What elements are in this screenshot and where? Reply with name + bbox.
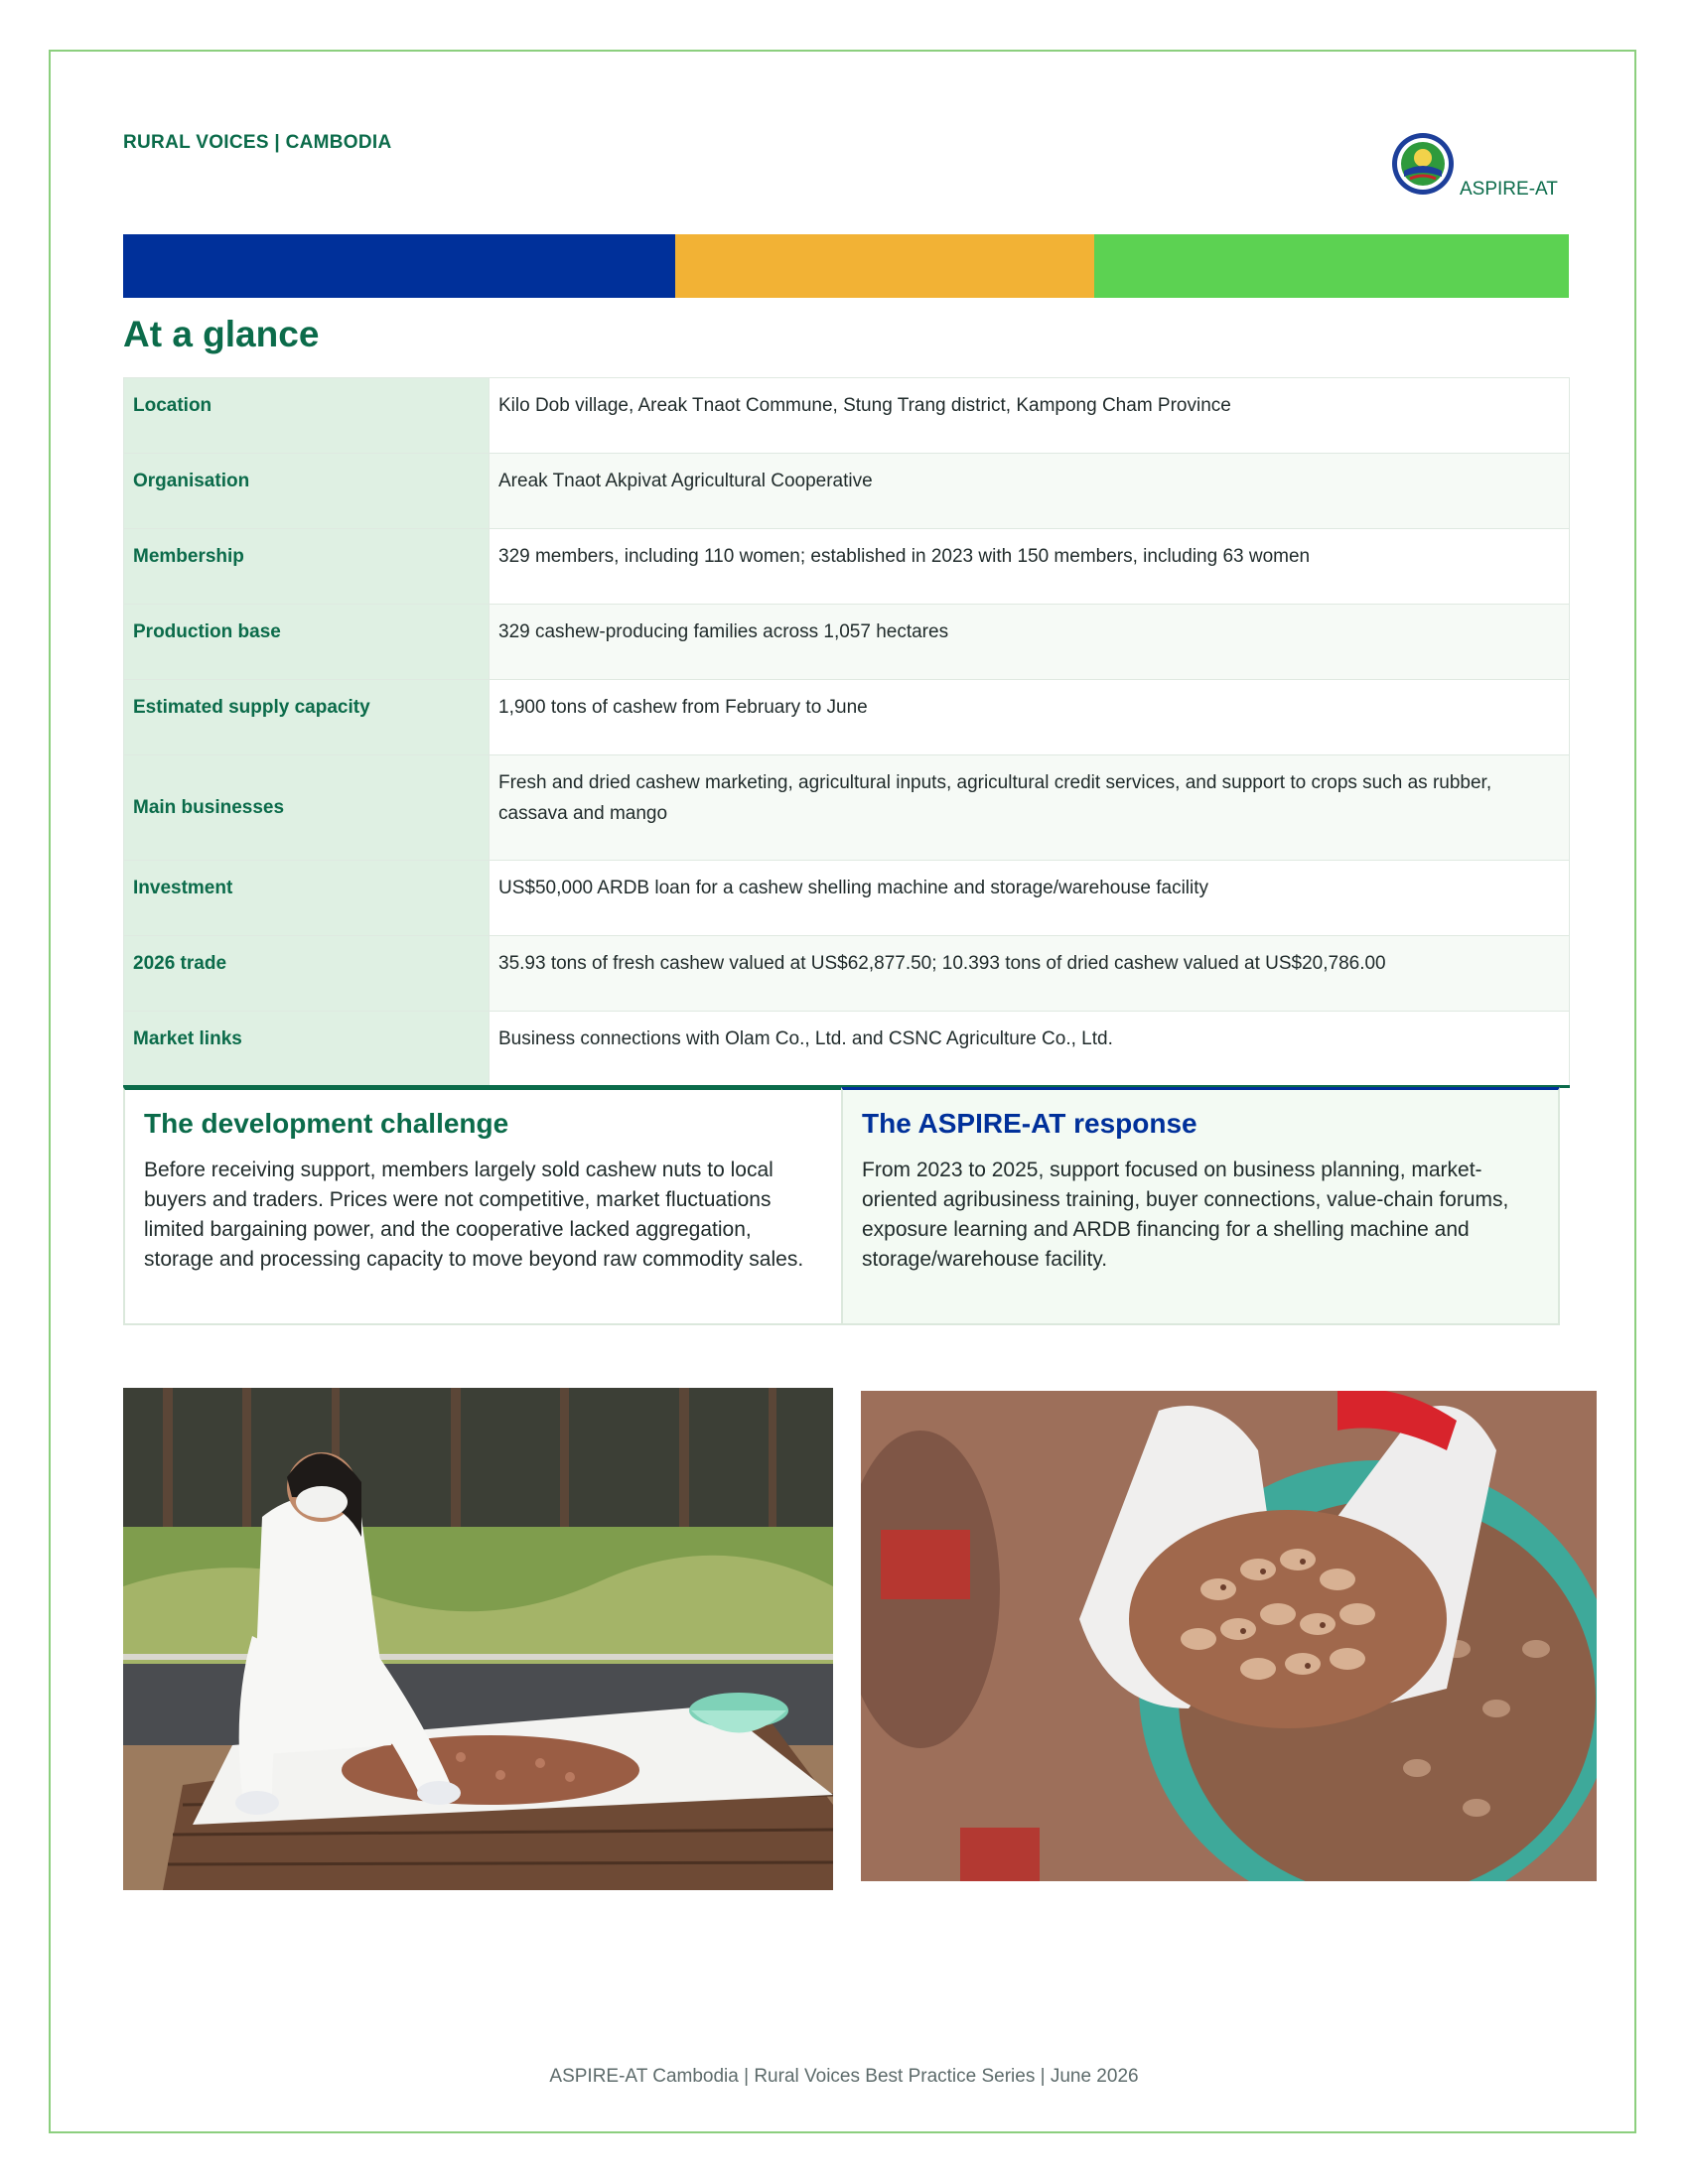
table-row — [124, 936, 1570, 1012]
series-kicker: RURAL VOICES | CAMBODIA — [123, 132, 392, 153]
at-a-glance-table — [123, 377, 1570, 1088]
table-row — [124, 378, 1570, 454]
response-body: From 2023 to 2025, support focused on business planning, market-oriented agribusiness training, buyer connections, value-chain forums, exposure learning and ARDB financing for a shelling machine and storage/warehouse facility. — [862, 1159, 1509, 1271]
table-row — [124, 605, 1570, 680]
row-label: Estimated supply capacity — [124, 680, 490, 755]
row-label: Production base — [124, 605, 490, 680]
row-value: 329 cashew-producing families across 1,057 hectares — [490, 605, 1570, 680]
row-label: Membership — [124, 529, 490, 605]
photo-hands-holding-cashew — [861, 1391, 1597, 1881]
color-bar-blue — [123, 234, 675, 298]
table-row — [124, 529, 1570, 605]
row-value: Fresh and dried cashew marketing, agricultural inputs, agricultural credit services, and support to crops such as rubber, cassava and mango — [490, 755, 1570, 861]
row-value: Business connections with Olam Co., Ltd. and CSNC Agriculture Co., Ltd. — [490, 1012, 1570, 1087]
logo-text: ASPIRE-AT — [1460, 179, 1558, 200]
row-label: Market links — [124, 1012, 490, 1087]
aspire-at-logo — [1390, 131, 1456, 197]
aspire-at-response-panel — [841, 1087, 1560, 1325]
row-value: 35.93 tons of fresh cashew valued at US$62,877.50; 10.393 tons of dried cashew valued at US$20,786.00 — [490, 936, 1570, 1012]
row-label: Organisation — [124, 454, 490, 529]
table-row — [124, 680, 1570, 755]
table-row — [124, 454, 1570, 529]
row-value: Kilo Dob village, Areak Tnaot Commune, Stung Trang district, Kampong Cham Province — [490, 378, 1570, 454]
challenge-body: Before receiving support, members largely sold cashew nuts to local buyers and traders. Prices were not competitive, market fluctuations limited bargaining power, and the cooperative lacked aggregation, storage and processing capacity to move beyond raw commodity sales. — [144, 1159, 804, 1271]
response-title: The ASPIRE-AT response — [862, 1108, 1197, 1139]
row-value: 329 members, including 110 women; established in 2023 with 150 members, including 63 women — [490, 529, 1570, 605]
row-label: Investment — [124, 861, 490, 936]
page-footer: ASPIRE-AT Cambodia | Rural Voices Best Practice Series | June 2026 — [549, 2066, 1139, 2087]
row-value: US$50,000 ARDB loan for a cashew shelling machine and storage/warehouse facility — [490, 861, 1570, 936]
color-bar-green — [1094, 234, 1569, 298]
row-value: Areak Tnaot Akpivat Agricultural Cooperative — [490, 454, 1570, 529]
row-label: Main businesses — [124, 755, 490, 861]
table-row — [124, 861, 1570, 936]
table-row — [124, 755, 1570, 861]
at-a-glance-title: At a glance — [123, 314, 320, 354]
challenge-title: The development challenge — [144, 1108, 509, 1139]
color-bar-yellow — [675, 234, 1094, 298]
row-label: Location — [124, 378, 490, 454]
development-challenge-panel — [123, 1087, 843, 1325]
table-row — [124, 1012, 1570, 1087]
photo-woman-drying-cashew — [123, 1388, 833, 1890]
row-label: 2026 trade — [124, 936, 490, 1012]
row-value: 1,900 tons of cashew from February to June — [490, 680, 1570, 755]
